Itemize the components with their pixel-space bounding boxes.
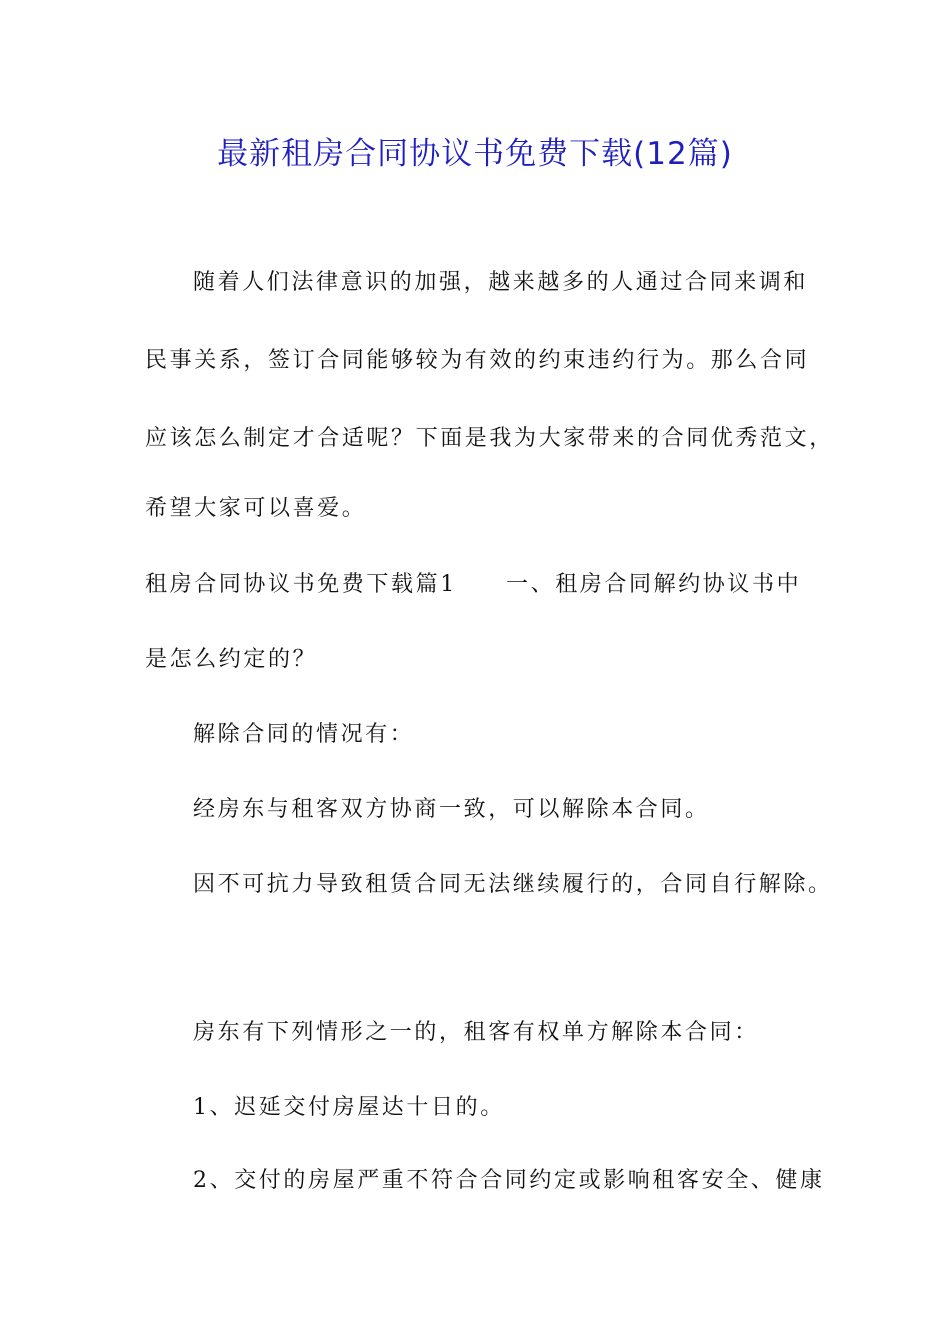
paragraph-line: 解除合同的情况有：	[193, 722, 415, 747]
paragraph-line: 因不可抗力导致租赁合同无法继续履行的，合同自行解除。	[193, 872, 833, 897]
paragraph-line: 是怎么约定的？	[145, 647, 318, 672]
section-heading-line: 租房合同协议书免费下载篇1 一、租房合同解约协议书中	[145, 572, 802, 597]
list-item: 1、迟延交付房屋达十日的。	[193, 1095, 505, 1120]
paragraph-line: 经房东与租客双方协商一致，可以解除本合同。	[193, 797, 710, 822]
paragraph-line: 随着人们法律意识的加强，越来越多的人通过合同来调和	[193, 270, 809, 295]
paragraph-line: 应该怎么制定才合适呢？下面是我为大家带来的合同优秀范文，	[145, 426, 834, 451]
document-title: 最新租房合同协议书免费下载(12篇)	[217, 136, 733, 172]
paragraph-line: 希望大家可以喜爱。	[145, 496, 367, 521]
paragraph-line: 民事关系，签订合同能够较为有效的约束违约行为。那么合同	[145, 348, 810, 373]
list-item: 2、交付的房屋严重不符合合同约定或影响租客安全、健康	[193, 1168, 825, 1193]
paragraph-line: 房东有下列情形之一的，租客有权单方解除本合同：	[193, 1020, 759, 1045]
